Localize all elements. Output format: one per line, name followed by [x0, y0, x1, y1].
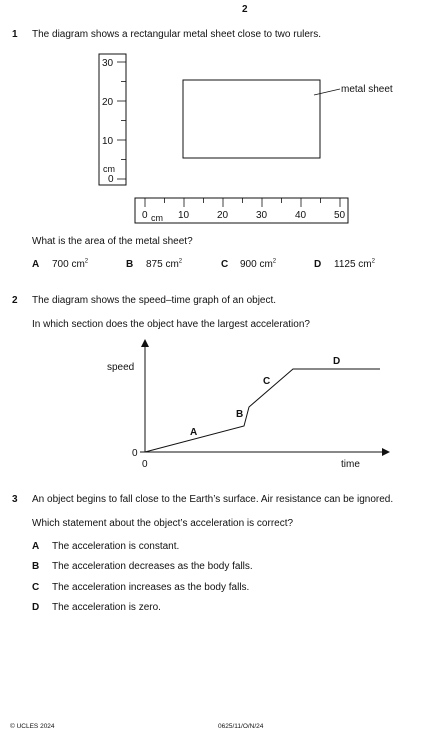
hruler-label-40: 40 [295, 210, 307, 221]
q3-stem: An object begins to fall close to the Earth’s surface. Air resistance can be ignored. [32, 494, 394, 505]
q1-option-d-letter[interactable]: D [314, 259, 322, 270]
q1-option-c[interactable] [240, 259, 276, 271]
q3-option-a-letter[interactable]: A [32, 541, 40, 552]
q3-option-d-letter[interactable]: D [32, 602, 40, 613]
q3-option-b[interactable]: The acceleration decreases as the body falls. [52, 561, 253, 572]
q1-number: 1 [12, 29, 18, 40]
q3-option-c[interactable]: The acceleration increases as the body falls. [52, 582, 250, 593]
y-axis-label: speed [107, 362, 135, 373]
q1-option-d[interactable] [334, 259, 375, 271]
origin-x-label: 0 [142, 459, 148, 470]
q1-option-a[interactable] [52, 259, 88, 271]
vertical-ruler-ticks [117, 62, 126, 179]
q3-number: 3 [12, 494, 18, 505]
q1-option-b[interactable] [146, 259, 182, 271]
q1-option-b-value: 875 cm [146, 259, 179, 270]
q1-question: What is the area of the metal sheet? [32, 236, 193, 247]
hruler-label-cm: cm [151, 213, 163, 223]
q1-option-b-letter[interactable]: B [126, 259, 134, 270]
q1-option-c-letter[interactable]: C [221, 259, 229, 270]
metal-sheet [183, 80, 320, 158]
hruler-label-10: 10 [178, 210, 190, 221]
q3-option-b-letter[interactable]: B [32, 561, 40, 572]
q3-option-d[interactable]: The acceleration is zero. [52, 602, 161, 613]
q1-option-c-sup: 2 [272, 258, 277, 265]
hruler-label-0: 0 [142, 210, 148, 221]
metal-sheet-label: metal sheet [341, 84, 393, 95]
hruler-label-20: 20 [217, 210, 229, 221]
q1-option-c-value: 900 cm [240, 259, 273, 270]
q1-option-b-sup: 2 [178, 258, 183, 265]
q1-option-a-sup: 2 [84, 258, 89, 265]
q1-option-a-letter[interactable]: A [32, 259, 40, 270]
q1-option-d-sup: 2 [371, 258, 375, 265]
section-c-label: C [263, 376, 271, 387]
horizontal-ruler [135, 198, 348, 223]
vruler-label-cm: cm [103, 164, 115, 174]
page-number: 2 [242, 4, 248, 15]
section-b-label: B [236, 409, 244, 420]
q1-ruler-diagram [0, 0, 425, 240]
vruler-label-30: 30 [102, 58, 114, 69]
vruler-label-10: 10 [102, 136, 114, 147]
hruler-label-30: 30 [256, 210, 268, 221]
q3-option-c-letter[interactable]: C [32, 582, 40, 593]
section-d-label: D [333, 356, 341, 367]
q2-stem: The diagram shows the speed–time graph of an object. [32, 295, 277, 306]
hruler-label-50: 50 [334, 210, 346, 221]
horizontal-ruler-ticks [145, 198, 340, 207]
vruler-label-20: 20 [102, 97, 114, 108]
section-a-label: A [190, 427, 198, 438]
metal-sheet-leader-line [314, 89, 340, 95]
footer-copyright: © UCLES 2024 [10, 723, 55, 730]
q2-number: 2 [12, 295, 18, 306]
q1-option-d-value: 1125 cm [334, 259, 372, 270]
q1-option-a-value: 700 cm [52, 259, 85, 270]
vruler-label-0: 0 [108, 174, 114, 185]
origin-y-label: 0 [132, 448, 138, 459]
q3-question: Which statement about the object’s acceleration is correct? [32, 518, 294, 529]
speed-time-graph [0, 330, 425, 480]
q2-question: In which section does the object have the largest acceleration? [32, 319, 310, 330]
q3-option-a[interactable]: The acceleration is constant. [52, 541, 180, 552]
x-axis-label: time [341, 459, 360, 470]
q1-stem: The diagram shows a rectangular metal sheet close to two rulers. [32, 29, 322, 40]
footer-paper-code: 0625/11/O/N/24 [218, 723, 264, 730]
